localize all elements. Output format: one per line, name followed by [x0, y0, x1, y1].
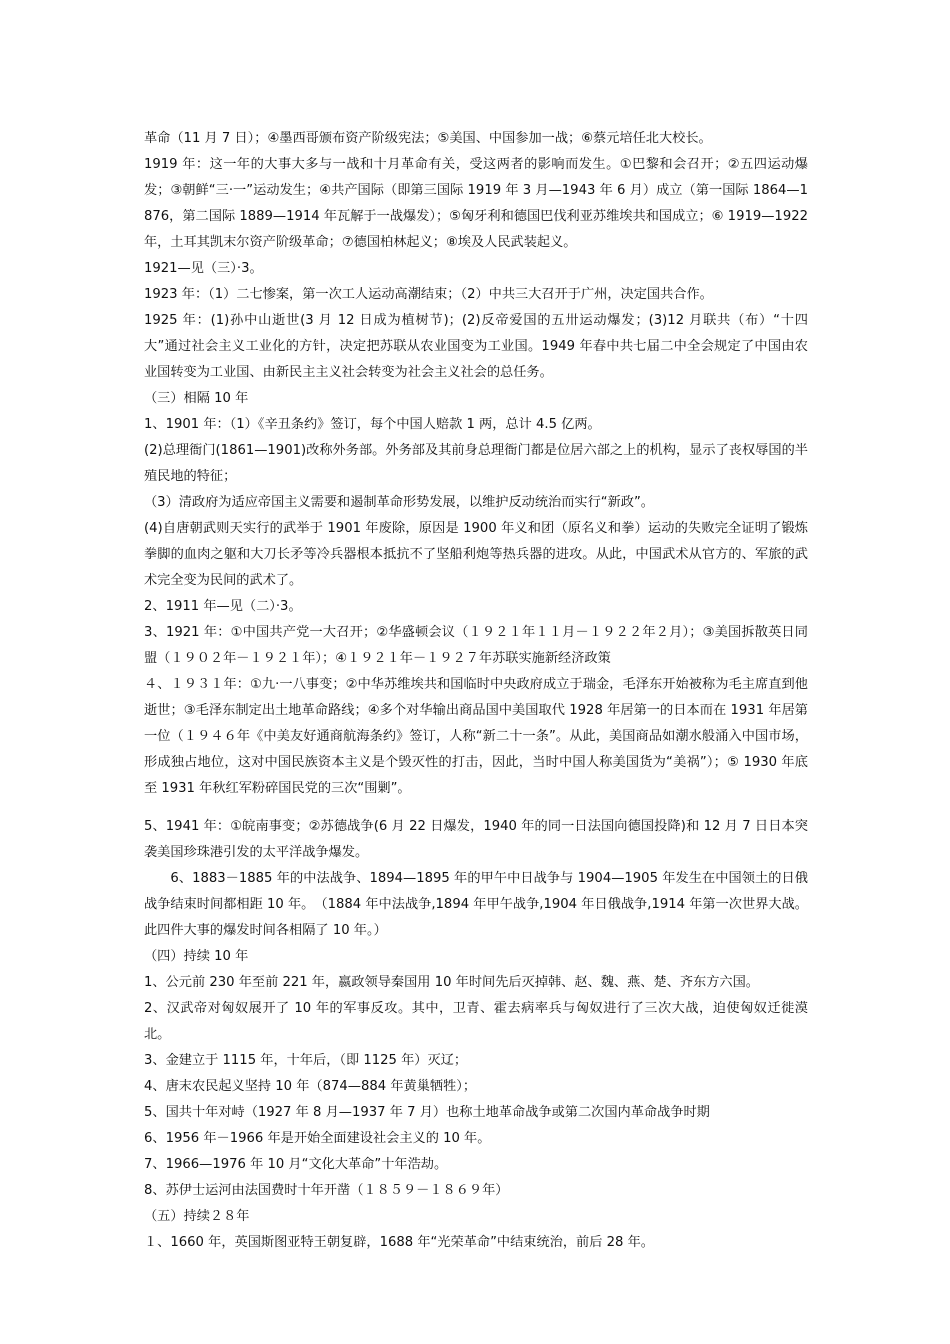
- paragraph-1921: 1921—见（三）·3。: [144, 261, 263, 276]
- list-item-han: 2、汉武帝对匈奴展开了 10 年的军事反攻。其中，卫青、霍去病率兵与匈奴进行了三次大战，迫使匈奴迁徙漠北。: [144, 1001, 808, 1042]
- list-item-1901-2: (2)总理衙门(1861—1901)改称外务部。外务部及其前身总理衙门都是位居六部之上的机构，显示了丧权辱国的半殖民地的特征；: [144, 443, 808, 484]
- list-item-1921: 3、1921 年：①中国共产党一大召开；②华盛顿会议（１９２１年１１月－１９２２年２月）；③美国拆散英日同盟（１９０２年－１９２１年）；④１９２１年－１９２７年苏联实施新经济政策: [144, 625, 808, 666]
- paragraph-1925: 1925 年：(1)孙中山逝世(3 月 12 日成为植树节)；(2)反帝爱国的五卅运动爆发；(3)12 月联共（布）“十四大”通过社会主义工业化的方针，决定把苏联从农业国变为工业国。1949 年春中共七届二中全会规定了中国由农业国转变为工业国、由新民主主义社会转变为社会主义社会的总任务。: [144, 313, 808, 380]
- list-item-1966: 7、1966—1976 年 10 月“文化大革命”十年浩劫。: [144, 1157, 448, 1172]
- list-item-1941: 5、1941 年：①皖南事变；②苏德战争(6 月 22 日爆发，1940 年的同一日法国向德国投降)和 12 月 7 日日本突袭美国珍珠港引发的太平洋战争爆发。: [144, 819, 808, 860]
- paragraph-1919: 1919 年：这一年的大事大多与一战和十月革命有关，受这两者的影响而发生。①巴黎和会召开；②五四运动爆发；③朝鲜“三·一”运动发生；④共产国际（即第三国际 1919 年 3 月—1943 年 6 月）成立（第一国际 1864—1876，第二国际 1889—1914 年瓦解于一战爆发）；⑤匈牙利和德国巴伐利亚苏维埃共和国成立；⑥ 1919—1922 年，土耳其凯末尔资产阶级革命；⑦德国柏林起义；⑧埃及人民武装起义。: [144, 157, 808, 250]
- list-item-jin: 3、金建立于 1115 年，十年后，（即 1125 年）灭辽；: [144, 1053, 468, 1068]
- paragraph-1917-continued: 革命（11 月 7 日）；④墨西哥颁布资产阶级宪法；⑤美国、中国参加一战；⑥蔡元培任北大校长。: [144, 131, 712, 146]
- list-item-tang: 4、唐末农民起义坚持 10 年（874—884 年黄巢牺牲）；: [144, 1079, 477, 1094]
- list-item-1901-3: （3）清政府为适应帝国主义需要和遏制革命形势发展，以维护反动统治而实行“新政”。: [144, 495, 654, 510]
- list-item-1901: 1、1901 年：（1）《辛丑条约》签订，每个中国人赔款 1 两，总计 4.5 亿两。: [144, 417, 601, 432]
- list-item-1911: 2、1911 年—见（二）·3。: [144, 599, 302, 614]
- section-heading-duration-28: （五）持续２８年: [144, 1209, 250, 1224]
- list-item-1901-4: (4)自唐朝武则天实行的武举于 1901 年废除，原因是 1900 年义和团（原名义和拳）运动的失败完全证明了锻炼拳脚的血肉之躯和大刀长矛等冷兵器根本抵抗不了坚船利炮等热兵器的进攻。从此，中国武术从官方的、军旅的武术完全变为民间的武术了。: [144, 521, 808, 588]
- document-body: [144, 126, 808, 1256]
- list-item-qin: 1、公元前 230 年至前 221 年，嬴政领导秦国用 10 年时间先后灭掉韩、赵、魏、燕、楚、齐东方六国。: [144, 975, 759, 990]
- list-item-suez: 8、苏伊士运河由法国费时十年开凿（１８５９－１８６９年）: [144, 1183, 509, 1198]
- list-item-1660: １、1660 年，英国斯图亚特王朝复辟，1688 年“光荣革命”中结束统治，前后 28 年。: [144, 1235, 654, 1250]
- section-heading-interval-10: （三）相隔 10 年: [144, 391, 249, 406]
- paragraph-1923: 1923 年：（1）二七惨案，第一次工人运动高潮结束；（2）中共三大召开于广州，决定国共合作。: [144, 287, 713, 302]
- list-item-kmt-cpc: 5、国共十年对峙（1927 年 8 月—1937 年 7 月）也称土地革命战争或第二次国内革命战争时期: [144, 1105, 710, 1120]
- section-heading-duration-10: （四）持续 10 年: [144, 949, 249, 964]
- list-item-1931: ４、１９３１年：①九·一八事变；②中华苏维埃共和国临时中央政府成立于瑞金，毛泽东开始被称为毛主席直到他逝世；③毛泽东制定出土地革命路线；④多个对华输出商品国中美国取代 1928 年居第一的日本而在 1931 年居第一位（１９４６年《中美友好通商航海条约》签订，人称“新二十一条”。从此，美国商品如潮水般涌入中国市场，形成独占地位，这对中国民族资本主义是个毁灭性的打击，因此，当时中国人称美国货为“美祸”）；⑤ 1930 年底至 1931 年秋红军粉碎国民党的三次“围剿”。: [144, 677, 808, 796]
- list-item-1956: 6、1956 年－1966 年是开始全面建设社会主义的 10 年。: [144, 1131, 491, 1146]
- list-item-wars: 6、1883－1885 年的中法战争、1894—1895 年的甲午中日战争与 1904—1905 年发生在中国领土的日俄战争结束时间都相距 10 年。 （1884 年中法战争,1894 年甲午战争,1904 年日俄战争,1914 年第一次世界大战。此四件大事的爆发时间各相隔了 10 年。）: [144, 871, 808, 938]
